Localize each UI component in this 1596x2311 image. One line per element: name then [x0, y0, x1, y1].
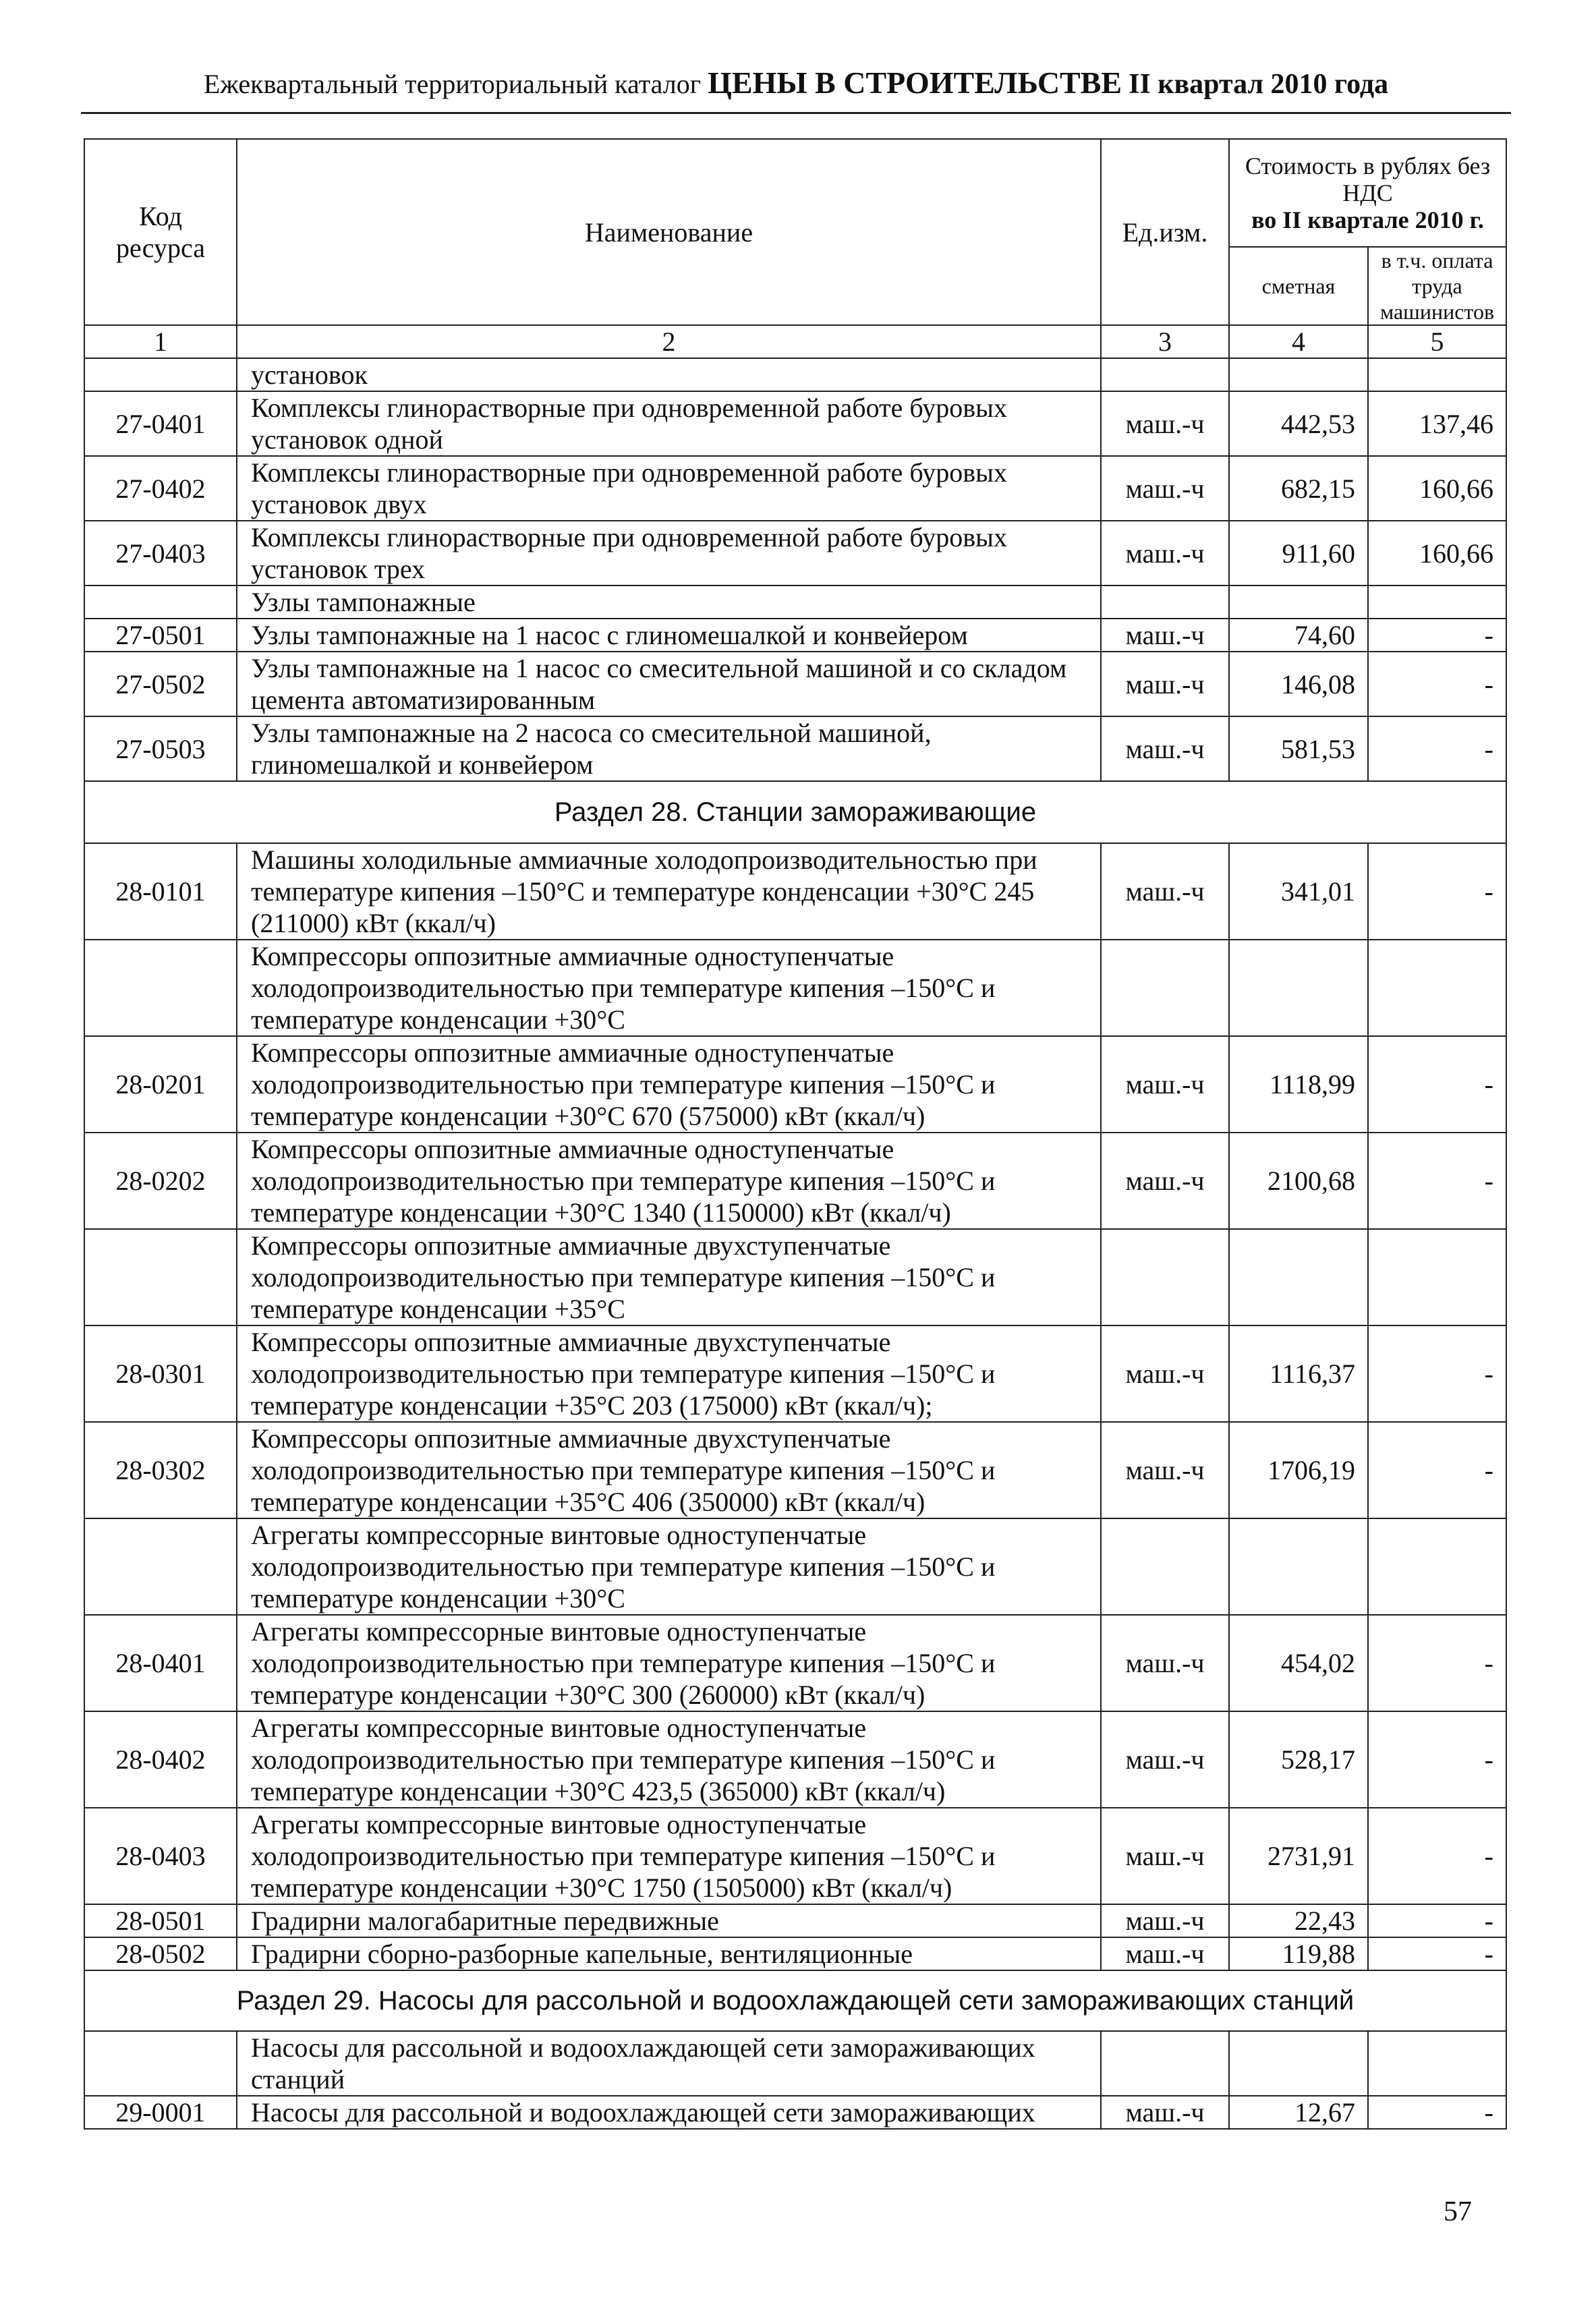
- estimate-cost: 1116,37: [1229, 1325, 1368, 1422]
- table-header: [84, 139, 1506, 358]
- estimate-cost: 22,43: [1229, 1904, 1368, 1937]
- unit-cell: маш.-ч: [1101, 1711, 1229, 1808]
- labor-cost: -: [1368, 1711, 1506, 1808]
- unit-cell: маш.-ч: [1101, 1422, 1229, 1518]
- table-row: [84, 1518, 1506, 1615]
- resource-code: 27-0402: [84, 456, 237, 521]
- table-body: [84, 358, 1506, 2129]
- resource-name: Градирни сборно-разборные капельные, вентиляционные: [237, 1937, 1101, 1970]
- header-estimate: сметная: [1229, 247, 1368, 325]
- header-unit: Ед.изм.: [1101, 139, 1229, 325]
- labor-cost: -: [1368, 1325, 1506, 1422]
- labor-cost: -: [1368, 1937, 1506, 1970]
- estimate-cost: 1118,99: [1229, 1036, 1368, 1133]
- table-row: [84, 1615, 1506, 1711]
- labor-cost: -: [1368, 619, 1506, 652]
- estimate-cost: [1229, 2031, 1368, 2096]
- resource-name: Узлы тампонажные: [237, 586, 1101, 619]
- estimate-cost: [1229, 586, 1368, 619]
- resource-name: Узлы тампонажные на 1 насос с глиномешалкой и конвейером: [237, 619, 1101, 652]
- resource-code: [84, 586, 237, 619]
- resource-name: Градирни малогабаритные передвижные: [237, 1904, 1101, 1937]
- resource-name: Агрегаты компрессорные винтовые одноступенчатые холодопроизводительностью при температуре кипения –150°С и температуре конденсации +30°С 423,5 (365000) кВт (ккал/ч): [237, 1711, 1101, 1808]
- labor-cost: [1368, 1229, 1506, 1325]
- header-code: Код ресурса: [84, 139, 237, 325]
- header-cost: Стоимость в рублях без НДС во II квартале 2010 г.: [1229, 139, 1506, 247]
- resource-code: 27-0502: [84, 652, 237, 716]
- table-row: [84, 1036, 1506, 1133]
- resource-code: 28-0301: [84, 1325, 237, 1422]
- unit-cell: маш.-ч: [1101, 1133, 1229, 1229]
- estimate-cost: [1229, 940, 1368, 1036]
- labor-cost: [1368, 358, 1506, 391]
- section-heading: Раздел 28. Станции замораживающие: [84, 781, 1506, 843]
- table-row: [84, 1229, 1506, 1325]
- unit-cell: [1101, 940, 1229, 1036]
- estimate-cost: 2731,91: [1229, 1808, 1368, 1904]
- labor-cost: -: [1368, 2096, 1506, 2129]
- labor-cost: -: [1368, 1036, 1506, 1133]
- estimate-cost: [1229, 358, 1368, 391]
- estimate-cost: [1229, 1229, 1368, 1325]
- resource-code: 28-0402: [84, 1711, 237, 1808]
- unit-cell: маш.-ч: [1101, 391, 1229, 456]
- resource-name: Комплексы глинорастворные при одновременной работе буровых установок двух: [237, 456, 1101, 521]
- col-number: 3: [1101, 325, 1229, 358]
- unit-cell: маш.-ч: [1101, 652, 1229, 716]
- resource-code: [84, 1518, 237, 1615]
- col-number: 5: [1368, 325, 1506, 358]
- unit-cell: маш.-ч: [1101, 716, 1229, 781]
- unit-cell: маш.-ч: [1101, 1937, 1229, 1970]
- table-row: [84, 652, 1506, 716]
- resource-name: Насосы для рассольной и водоохлаждающей сети замораживающих: [237, 2096, 1101, 2129]
- header-labor: в т.ч. оплата труда машинистов: [1368, 247, 1506, 325]
- unit-cell: маш.-ч: [1101, 456, 1229, 521]
- table-row: [84, 1711, 1506, 1808]
- resource-name: Компрессоры оппозитные аммиачные одноступенчатые холодопроизводительностью при температуре кипения –150°С и температуре конденсации +30°С 1340 (1150000) кВт (ккал/ч): [237, 1133, 1101, 1229]
- labor-cost: -: [1368, 1615, 1506, 1711]
- unit-cell: маш.-ч: [1101, 1325, 1229, 1422]
- resource-code: 28-0501: [84, 1904, 237, 1937]
- table-row: [84, 716, 1506, 781]
- resource-name: установок: [237, 358, 1101, 391]
- unit-cell: маш.-ч: [1101, 619, 1229, 652]
- table-row: [84, 521, 1506, 586]
- section-heading-row: [84, 781, 1506, 843]
- resource-code: [84, 1229, 237, 1325]
- resource-code: 28-0101: [84, 843, 237, 940]
- resource-name: Комплексы глинорастворные при одновременной работе буровых установок одной: [237, 391, 1101, 456]
- labor-cost: -: [1368, 716, 1506, 781]
- unit-cell: [1101, 586, 1229, 619]
- labor-cost: [1368, 586, 1506, 619]
- estimate-cost: 74,60: [1229, 619, 1368, 652]
- table-row: [84, 940, 1506, 1036]
- resource-code: 27-0501: [84, 619, 237, 652]
- resource-code: [84, 358, 237, 391]
- labor-cost: -: [1368, 843, 1506, 940]
- unit-cell: маш.-ч: [1101, 1615, 1229, 1711]
- unit-cell: маш.-ч: [1101, 843, 1229, 940]
- header-quarter: II квартал 2010 года: [1129, 69, 1389, 100]
- resource-code: 27-0401: [84, 391, 237, 456]
- resource-code: 27-0503: [84, 716, 237, 781]
- resource-name: Компрессоры оппозитные аммиачные одноступенчатые холодопроизводительностью при температуре кипения –150°С и температуре конденсации +30°С: [237, 940, 1101, 1036]
- resource-code: 28-0502: [84, 1937, 237, 1970]
- resource-code: 28-0202: [84, 1133, 237, 1229]
- resource-code: [84, 940, 237, 1036]
- header-name: Наименование: [237, 139, 1101, 325]
- estimate-cost: [1229, 1518, 1368, 1615]
- table-row: [84, 843, 1506, 940]
- unit-cell: [1101, 2031, 1229, 2096]
- page-number: 57: [1444, 2196, 1472, 2227]
- labor-cost: [1368, 1518, 1506, 1615]
- resource-code: 28-0201: [84, 1036, 237, 1133]
- resource-name: Компрессоры оппозитные аммиачные двухступенчатые холодопроизводительностью при температуре кипения –150°С и температуре конденсации +35°С 406 (350000) кВт (ккал/ч): [237, 1422, 1101, 1518]
- catalog-title: ЦЕНЫ В СТРОИТЕЛЬСТВЕ: [708, 65, 1122, 100]
- estimate-cost: 146,08: [1229, 652, 1368, 716]
- col-number: 2: [237, 325, 1101, 358]
- labor-cost: -: [1368, 1422, 1506, 1518]
- table-row: [84, 456, 1506, 521]
- labor-cost: -: [1368, 1133, 1506, 1229]
- resource-code: 28-0302: [84, 1422, 237, 1518]
- table-row: [84, 391, 1506, 456]
- estimate-cost: 581,53: [1229, 716, 1368, 781]
- resource-name: Агрегаты компрессорные винтовые одноступенчатые холодопроизводительностью при температуре кипения –150°С и температуре конденсации +30°С 300 (260000) кВт (ккал/ч): [237, 1615, 1101, 1711]
- estimate-cost: 454,02: [1229, 1615, 1368, 1711]
- resource-name: Узлы тампонажные на 2 насоса со смесительной машиной, глиномешалкой и конвейером: [237, 716, 1101, 781]
- table-row: [84, 2031, 1506, 2096]
- resource-name: Машины холодильные аммиачные холодопроизводительностью при температуре кипения –150°С и температуре конденсации +30°С 245 (211000) кВт (ккал/ч): [237, 843, 1101, 940]
- resource-name: Компрессоры оппозитные аммиачные одноступенчатые холодопроизводительностью при температуре кипения –150°С и температуре конденсации +30°С 670 (575000) кВт (ккал/ч): [237, 1036, 1101, 1133]
- resource-name: Агрегаты компрессорные винтовые одноступенчатые холодопроизводительностью при температуре кипения –150°С и температуре конденсации +30°С 1750 (1505000) кВт (ккал/ч): [237, 1808, 1101, 1904]
- page-header: [81, 54, 1511, 114]
- unit-cell: маш.-ч: [1101, 2096, 1229, 2129]
- header-prefix: Ежеквартальный территориальный каталог: [203, 69, 702, 99]
- resource-name: Комплексы глинорастворные при одновременной работе буровых установок трех: [237, 521, 1101, 586]
- resource-code: [84, 2031, 237, 2096]
- resource-name: Компрессоры оппозитные аммиачные двухступенчатые холодопроизводительностью при температуре кипения –150°С и температуре конденсации +35°С: [237, 1229, 1101, 1325]
- table-row: [84, 1422, 1506, 1518]
- labor-cost: [1368, 2031, 1506, 2096]
- price-table: [84, 138, 1507, 2130]
- estimate-cost: 528,17: [1229, 1711, 1368, 1808]
- labor-cost: 160,66: [1368, 456, 1506, 521]
- section-heading-row: [84, 1970, 1506, 2031]
- table-row: [84, 1904, 1506, 1937]
- table-row: [84, 1808, 1506, 1904]
- estimate-cost: 911,60: [1229, 521, 1368, 586]
- estimate-cost: 12,67: [1229, 2096, 1368, 2129]
- section-heading: Раздел 29. Насосы для рассольной и водоохлаждающей сети замораживающих станций: [84, 1970, 1506, 2031]
- resource-code: 28-0401: [84, 1615, 237, 1711]
- labor-cost: 160,66: [1368, 521, 1506, 586]
- resource-name: Узлы тампонажные на 1 насос со смесительной машиной и со складом цемента автоматизированным: [237, 652, 1101, 716]
- resource-name: Насосы для рассольной и водоохлаждающей сети замораживающих станций: [237, 2031, 1101, 2096]
- col-number: 4: [1229, 325, 1368, 358]
- unit-cell: [1101, 1518, 1229, 1615]
- table-row: [84, 1325, 1506, 1422]
- labor-cost: [1368, 940, 1506, 1036]
- unit-cell: маш.-ч: [1101, 521, 1229, 586]
- labor-cost: -: [1368, 1904, 1506, 1937]
- unit-cell: [1101, 1229, 1229, 1325]
- estimate-cost: 1706,19: [1229, 1422, 1368, 1518]
- resource-code: 27-0403: [84, 521, 237, 586]
- labor-cost: 137,46: [1368, 391, 1506, 456]
- estimate-cost: 119,88: [1229, 1937, 1368, 1970]
- unit-cell: маш.-ч: [1101, 1808, 1229, 1904]
- estimate-cost: 341,01: [1229, 843, 1368, 940]
- unit-cell: маш.-ч: [1101, 1036, 1229, 1133]
- estimate-cost: 442,53: [1229, 391, 1368, 456]
- resource-code: 28-0403: [84, 1808, 237, 1904]
- labor-cost: -: [1368, 1808, 1506, 1904]
- unit-cell: маш.-ч: [1101, 1904, 1229, 1937]
- estimate-cost: 682,15: [1229, 456, 1368, 521]
- column-numbers-row: [84, 325, 1506, 358]
- resource-name: Агрегаты компрессорные винтовые одноступенчатые холодопроизводительностью при температуре кипения –150°С и температуре конденсации +30°С: [237, 1518, 1101, 1615]
- estimate-cost: 2100,68: [1229, 1133, 1368, 1229]
- table-row: [84, 1937, 1506, 1970]
- table-row: [84, 2096, 1506, 2129]
- table-row: [84, 1133, 1506, 1229]
- unit-cell: [1101, 358, 1229, 391]
- table-row: [84, 586, 1506, 619]
- col-number: 1: [84, 325, 237, 358]
- resource-code: 29-0001: [84, 2096, 237, 2129]
- table-row: [84, 619, 1506, 652]
- resource-name: Компрессоры оппозитные аммиачные двухступенчатые холодопроизводительностью при температуре кипения –150°С и температуре конденсации +35°С 203 (175000) кВт (ккал/ч);: [237, 1325, 1101, 1422]
- table-row: [84, 358, 1506, 391]
- labor-cost: -: [1368, 652, 1506, 716]
